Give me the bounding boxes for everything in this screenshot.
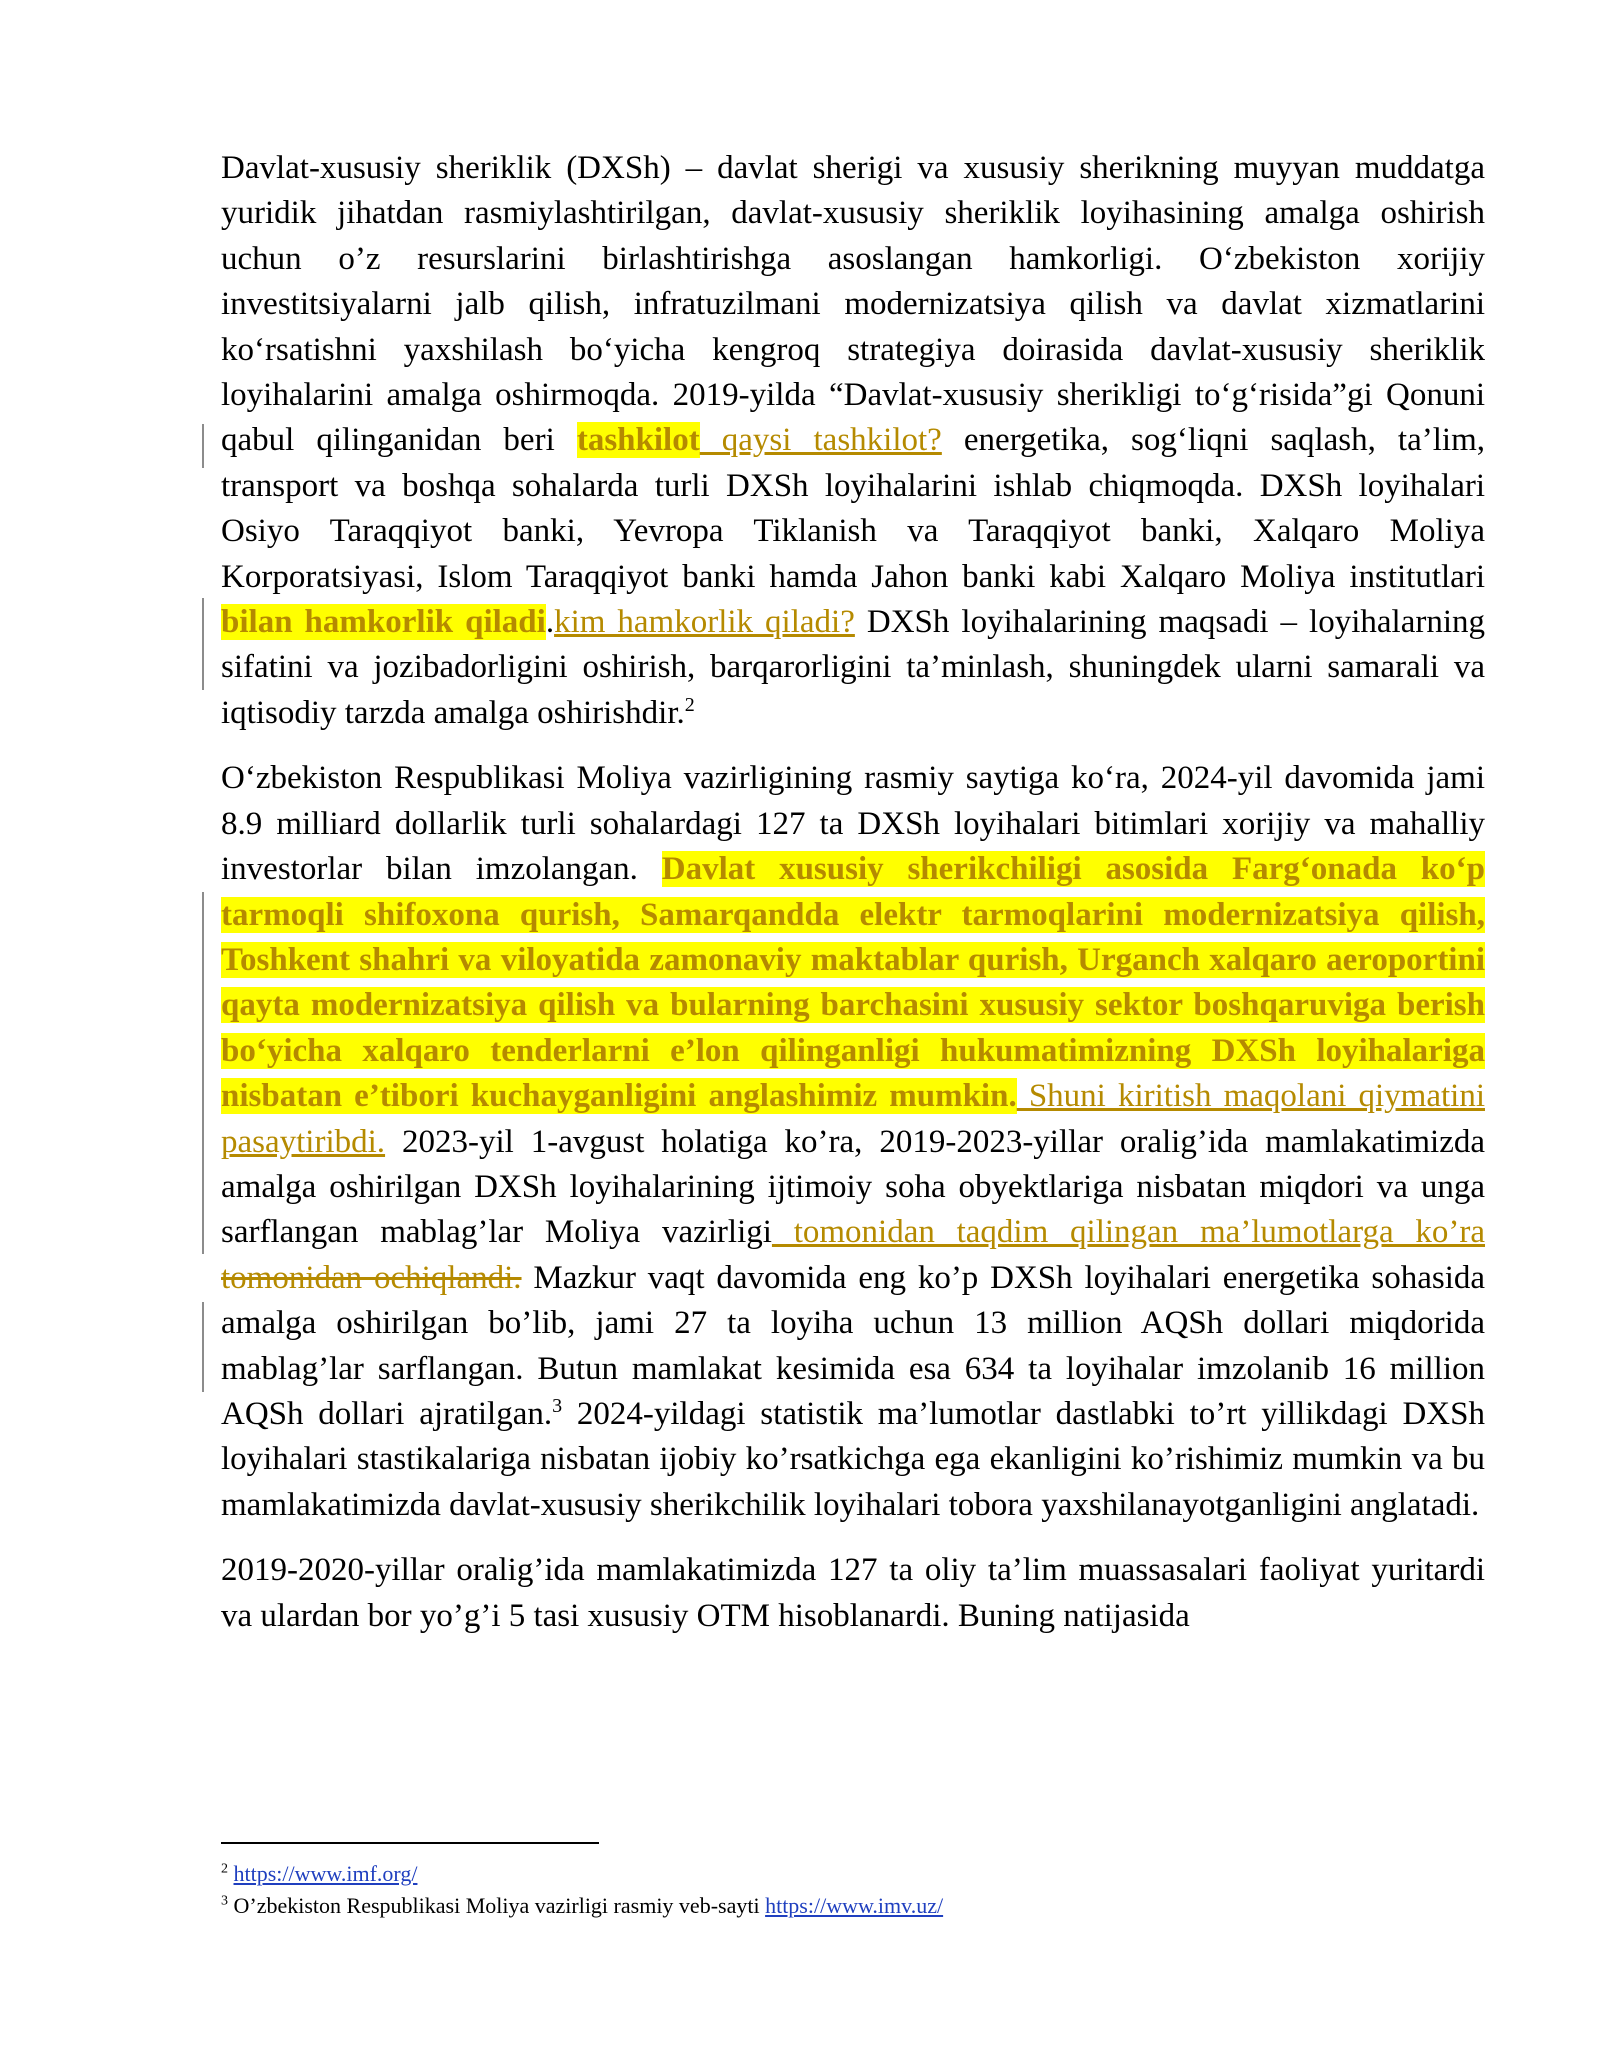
paragraph-3 <box>221 1548 1485 1639</box>
tracked-insertion[interactable]: kim hamkorlik qiladi? <box>554 604 855 641</box>
body-text-run: 2024-yildagi statistik ma’lumotlar dastlabki to’rt yillikdagi DXSh loyihalari stastikalariga nisbatan ijobiy ko’rsatkichga ega ekanligini ko’rishimiz mumkin va bu mamlakatimizda davlat-xususiy sherikchilik loyihalari tobora yaxshilanayotganligini anglatadi. <box>221 1395 1485 1523</box>
footnote-reference[interactable]: 2 <box>684 693 695 716</box>
change-bar <box>202 892 204 1254</box>
tracked-insertion[interactable]: Shuni kiritish maqolani qiymatini pasaytiribdi. <box>221 1078 1485 1160</box>
document-body <box>221 146 1485 1659</box>
footnote-text: O’zbekiston Respublikasi Moliya vazirligi rasmiy veb-sayti <box>233 1893 766 1918</box>
body-text-run: Mazkur vaqt davomida eng ko’p DXSh loyihalari energetika sohasida amalga oshirilgan bo’lib, jami 27 ta loyiha uchun 13 million AQSh dollari miqdorida mablag’lar sarflangan. Butun mamlakat kesimida esa 634 ta loyihalar imzolanib 16 million AQSh dollari ajratilgan. <box>221 1259 1486 1432</box>
footnote-number: 2 <box>221 1861 228 1877</box>
footnote-3 <box>221 1890 1485 1922</box>
footnote-number: 3 <box>221 1893 228 1909</box>
highlighted-text[interactable]: Davlat xususiy sherikchiligi asosida Farg‘onada ko‘p tarmoqli shifoxona qurish, Samarqandda elektr tarmoqlarini modernizatsiya qilish, Toshkent shahri va viloyatida zamonaviy maktablar qurish, Urganch xalqaro aeroportini qayta modernizatsiya qilish va bularning barchasini xususiy sektor boshqaruviga berish bo‘yicha xalqaro tenderlarni e’lon qilinganligi hukumatimizning DXSh loyihalariga nisbatan e’tibori kuchayganligini anglashimiz mumkin. <box>221 851 1485 1115</box>
body-text-run: 2019-2020-yillar oralig’ida mamlakatimizda 127 ta oliy ta’lim muassasalari faoliyat yuritardi va ulardan bor yo’g’i 5 tasi xususiy OTM hisoblanardi. Buning natijasida <box>221 1552 1485 1634</box>
body-text-run: . <box>545 604 555 641</box>
footnote-reference[interactable]: 3 <box>552 1394 563 1417</box>
highlighted-text[interactable]: bilan hamkorlik qiladi <box>221 604 546 641</box>
footnote-link[interactable]: https://www.imv.uz/ <box>765 1893 944 1918</box>
paragraph-1 <box>221 146 1485 736</box>
body-text-run: energetika, sog‘liqni saqlash, ta’lim, transport va boshqa sohalarda turli DXSh loyihalarini ishlab chiqmoqda. DXSh loyihalari Osiyo Taraqqiyot banki, Yevropa Tiklanish va Taraqqiyot banki, Xalqaro Moliya Korporatsiyasi, Islom Taraqqiyot banki hamda Jahon banki kabi Xalqaro Moliya institutlari <box>221 422 1485 595</box>
footnote-link[interactable]: https://www.imf.org/ <box>233 1861 418 1886</box>
highlighted-text[interactable]: tashkilot <box>576 422 700 459</box>
body-text-run: DXSh loyihalarining maqsadi – loyihalarning sifatini va jozibadorligini oshirish, barqarorligini ta’minlash, shuningdek ularni samarali va iqtisodiy tarzda amalga oshirishdir. <box>221 604 1485 731</box>
tracked-insertion[interactable]: qaysi tashkilot? <box>699 422 942 459</box>
paragraph-2 <box>221 756 1485 1528</box>
body-text-run: 2023-yil 1-avgust holatiga ko’ra, 2019-2023-yillar oralig’ida mamlakatimizda amalga oshirilgan DXSh loyihalarining ijtimoiy soha obyektlariga nisbatan miqdori va unga sarflangan mablag’lar Moliya vazirligi <box>221 1123 1485 1251</box>
body-text-run: O‘zbekiston Respublikasi Moliya vazirligining rasmiy saytiga ko‘ra, 2024-yil davomida jami 8.9 milliard dollarlik turli sohalardagi 127 ta DXSh loyihalari bitimlari xorijiy va mahalliy investorlar bilan imzolangan. <box>221 760 1485 888</box>
change-bar <box>202 424 204 468</box>
change-bar <box>202 598 204 690</box>
change-bar <box>202 1302 204 1392</box>
footnote-2 <box>221 1858 1485 1890</box>
body-text-run: Davlat-xususiy sheriklik (DXSh) – davlat sherigi va xususiy sherikning muyyan muddatga yuridik jihatdan rasmiylashtirilgan, davlat-xususiy sheriklik loyihasining amalga oshirish uchun o’z resurslarini birlashtirishga asoslangan hamkorligi. O‘zbekiston xorijiy investitsiyalarni jalb qilish, infratuzilmani modernizatsiya qilish va davlat xizmatlarini ko‘rsatishni yaxshilash bo‘yicha kengroq strategiya doirasida davlat-xususiy sheriklik loyihalarini amalga oshirmoqda. 2019-yilda “Davlat-xususiy sherikligi to‘g‘risida”gi Qonuni qabul qilinganidan beri <box>221 150 1485 459</box>
footnotes <box>221 1858 1485 1922</box>
footnote-separator <box>221 1842 599 1844</box>
tracked-deletion[interactable]: tomonidan ochiqlandi. <box>221 1259 522 1296</box>
tracked-insertion[interactable]: tomonidan taqdim qilingan ma’lumotlarga ko’ra <box>771 1214 1486 1251</box>
